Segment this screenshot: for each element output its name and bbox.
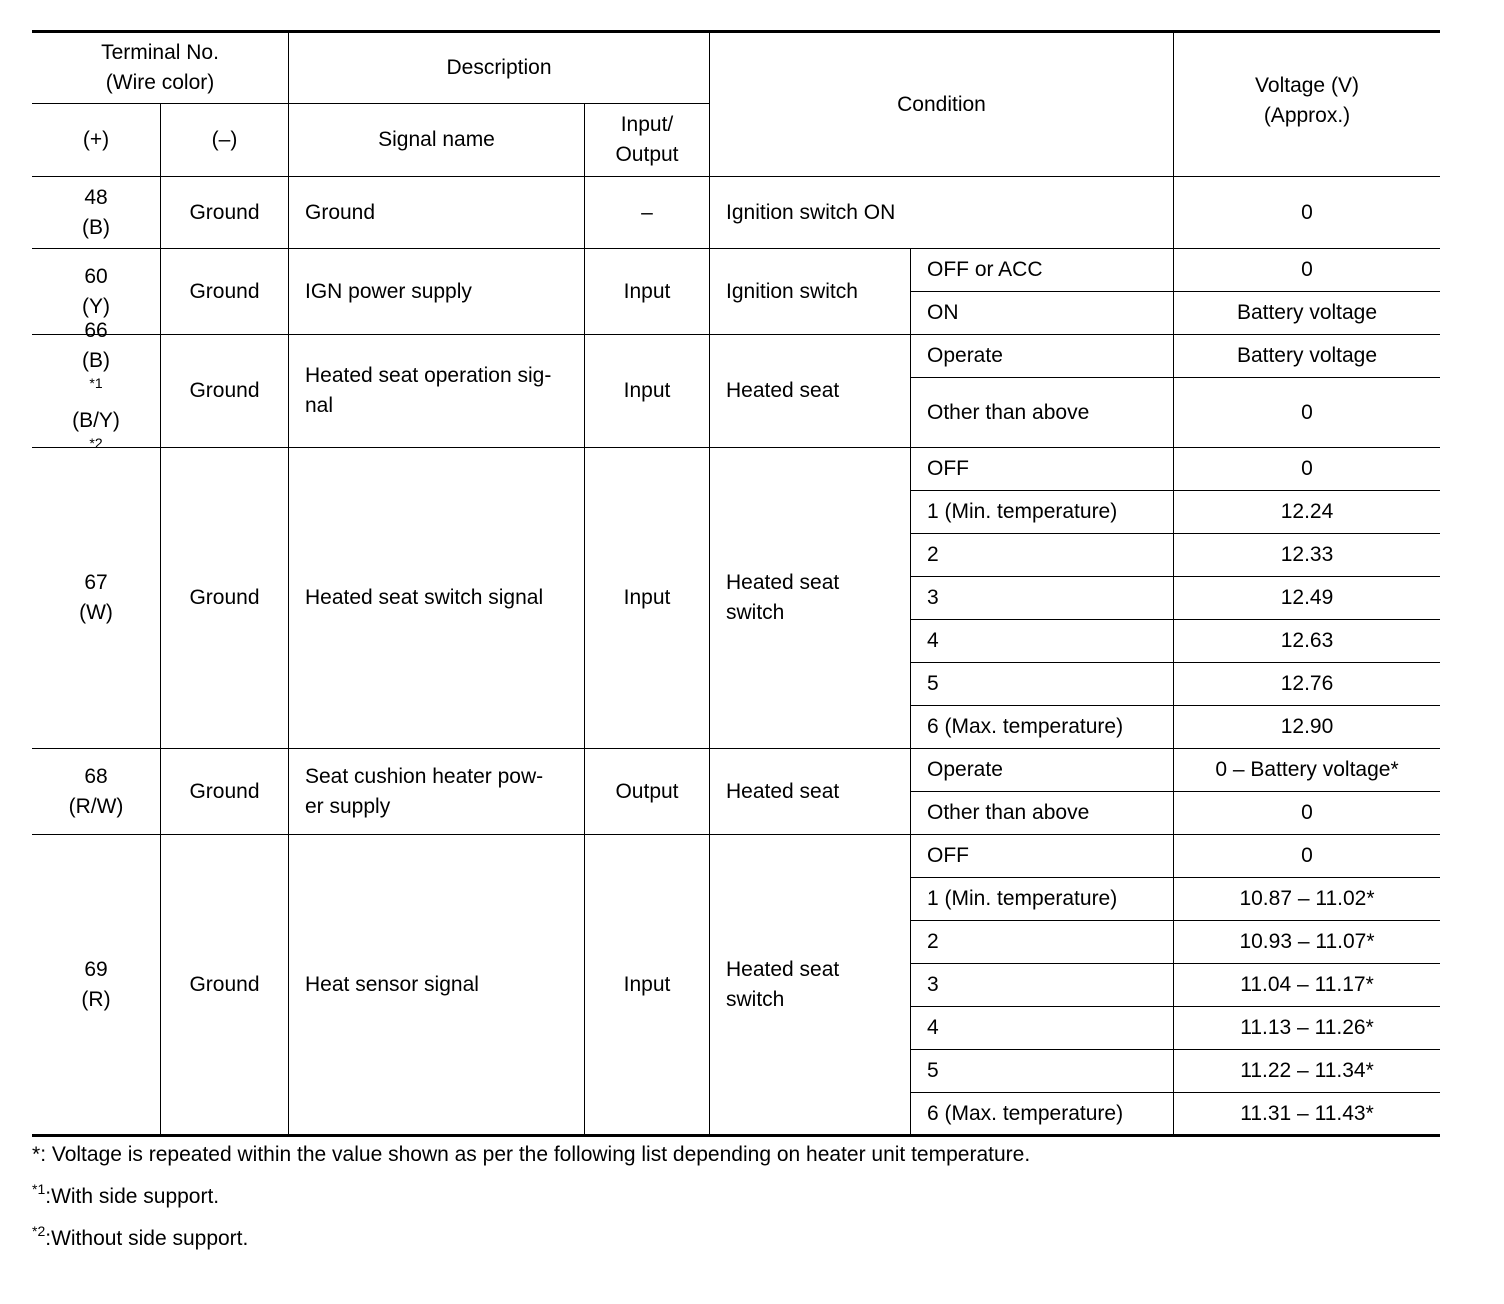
io-value: – [641,200,653,224]
row-67-io [585,448,709,748]
header-minus-label: (–) [211,128,238,151]
footnote-voltage-repeat [32,1141,1030,1169]
state-label: 3 [927,973,939,996]
state-label: 5 [927,1059,939,1082]
voltage-value: 10.93 – 11.07* [1239,930,1375,953]
row-69-terminal [32,835,160,1134]
row-68-terminal [32,749,160,834]
header-voltage-label: Voltage (V) [1255,74,1359,97]
signal-name: Heated seat switch signal [305,586,544,609]
voltage-value: 11.04 – 11.17* [1240,973,1374,996]
voltage-value: 12.33 [1280,543,1334,566]
voltage-cell [1174,620,1440,662]
header-condition-label: Condition [897,92,986,116]
wire-color: (Y) [82,294,110,318]
condition-line: switch [726,987,785,1011]
voltage-cell [1174,534,1440,576]
io-value: Input [623,586,671,609]
state-cell [911,921,1173,963]
voltage-value: 0 – Battery voltage* [1215,758,1399,781]
row-67-terminal [32,448,160,748]
row-48-signal [289,177,584,248]
row-66-condition [710,335,910,447]
voltage-cell [1174,921,1440,963]
signal-name-line: Heated seat operation sig- [305,364,552,387]
footnote-text: :With side support. [45,1185,220,1208]
state-cell [911,491,1173,533]
header-terminal-no [32,33,288,103]
state-label: Operate [927,758,1003,781]
voltage-value: Battery voltage [1236,344,1378,367]
signal-name-line: nal [305,394,334,417]
header-signal-name-label: Signal name [378,128,495,151]
header-io-label-1: Input/ [620,113,674,136]
footnote-mark: *2 [89,435,103,451]
table-bottom-border [32,1134,1440,1137]
state-cell [911,878,1173,920]
header-wire-color-label: (Wire color) [105,71,215,94]
state-label: 6 (Max. temperature) [927,715,1124,738]
voltage-value: Battery voltage [1236,301,1378,324]
state-label: 4 [927,1016,939,1039]
row-69-minus [161,835,288,1134]
state-cell [911,706,1173,748]
terminal-number: 60 [84,264,108,288]
voltage-value: 11.22 – 11.34* [1240,1059,1374,1082]
footnote-mark: * [32,1143,41,1166]
voltage-cell [1174,663,1440,705]
state-label: 2 [927,930,939,953]
io-value: Input [623,279,671,303]
state-cell [911,534,1173,576]
footnote-side-support [32,1183,219,1211]
row-68-io [585,749,709,834]
state-label: OFF [927,844,969,867]
row-67-minus [161,448,288,748]
state-label: 4 [927,629,939,652]
minus-terminal: Ground [189,379,260,402]
header-description-label: Description [446,56,552,79]
voltage-cell [1174,249,1440,291]
signal-name-line: er supply [305,794,391,818]
signal-name-line: Seat cushion heater pow- [305,764,544,788]
state-label: 1 (Min. temperature) [927,887,1118,910]
row-69-condition [710,835,910,1134]
row-60-io [585,249,709,334]
terminal-number: 69 [84,957,108,981]
condition-line: switch [726,601,785,624]
wire-color: (B) [82,215,110,239]
header-condition [710,33,1173,176]
voltage-cell [1174,878,1440,920]
state-cell [911,448,1173,490]
header-input-output [585,104,709,176]
voltage-cell [1174,964,1440,1006]
terminal-number: 68 [84,764,108,788]
footnote-text: : Voltage is repeated within the value shown as per the following list depending on heater unit temperature. [40,1143,1031,1166]
voltage-value: 0 [1301,258,1313,281]
state-cell [911,335,1173,377]
voltage-cell [1174,491,1440,533]
footnote-mark: *1 [89,375,103,391]
terminal-number: 67 [84,571,108,594]
header-description [289,33,709,103]
state-label: OFF or ACC [927,258,1043,281]
minus-terminal: Ground [189,586,260,609]
state-cell [911,792,1173,834]
footnote-mark: *2 [32,1223,46,1239]
state-label: 5 [927,672,939,695]
footnote-text: :Without side support. [45,1227,249,1250]
state-label: Other than above [927,400,1090,424]
state-cell [911,663,1173,705]
footnote-without-side-support [32,1225,248,1253]
voltage-value: 12.49 [1280,586,1334,609]
voltage-cell [1174,1050,1440,1092]
row-48-minus [161,177,288,248]
header-plus-label: (+) [82,128,110,151]
condition-text: Ignition switch [726,279,858,303]
header-io-label-2: Output [615,143,679,166]
row-66-io [585,335,709,447]
state-cell [911,577,1173,619]
voltage-cell [1174,448,1440,490]
row-69-io [585,835,709,1134]
header-minus [161,104,288,176]
voltage-cell [1174,577,1440,619]
row-67-condition [710,448,910,748]
voltage-value: 11.31 – 11.43* [1240,1101,1374,1125]
row-60-signal [289,249,584,334]
signal-name: IGN power supply [305,279,472,303]
state-label: OFF [927,457,969,480]
minus-terminal: Ground [189,279,260,303]
row-48-condition [710,177,1173,248]
voltage-value: 10.87 – 11.02* [1239,887,1375,910]
voltage-value: 12.76 [1280,672,1334,695]
minus-terminal: Ground [189,972,260,996]
row-66-terminal [32,319,160,451]
minus-terminal: Ground [189,779,260,803]
terminal-number: 66 [84,319,108,342]
state-cell [911,620,1173,662]
row-66-signal [289,335,584,447]
header-approx-label: (Approx.) [1263,104,1351,127]
state-label: 6 (Max. temperature) [927,1101,1124,1125]
state-cell [911,835,1173,877]
io-value: Input [623,379,671,402]
condition-line: Heated seat [726,957,840,981]
row-60-minus [161,249,288,334]
voltage-cell [1174,378,1440,447]
state-cell [911,749,1173,791]
voltage-value: 0 [1301,844,1313,867]
voltage-cell [1174,792,1440,834]
header-plus [32,104,160,176]
header-terminal-label: Terminal No. [101,41,219,64]
row-69-signal [289,835,584,1134]
condition-text: Heated seat [726,779,840,803]
state-label: 3 [927,586,939,609]
voltage-cell [1174,1093,1440,1134]
voltage-value: 11.13 – 11.26* [1240,1016,1374,1039]
row-66-minus [161,335,288,447]
voltage-cell [1174,335,1440,377]
signal-name: Heat sensor signal [305,972,479,996]
wire-color: (B/Y) [72,409,120,432]
state-cell [911,249,1173,291]
row-60-condition [710,249,910,334]
state-cell [911,1007,1173,1049]
row-68-minus [161,749,288,834]
state-cell [911,292,1173,334]
voltage-value: 0 [1301,801,1313,824]
voltage-cell [1174,835,1440,877]
io-value: Input [623,972,671,996]
state-label: 2 [927,543,939,566]
state-label: Operate [927,344,1003,367]
voltage-value: 12.90 [1280,715,1334,738]
voltage-value: 0 [1301,457,1313,480]
signal-name: Ground [305,200,376,224]
voltage-cell [1174,1007,1440,1049]
wire-color: (W) [79,601,113,624]
wire-color: (R) [81,987,111,1011]
state-cell [911,964,1173,1006]
voltage-value: 12.24 [1280,500,1334,523]
row-48-terminal [32,177,160,248]
state-label: Other than above [927,801,1090,824]
row-68-signal [289,749,584,834]
voltage-value: 0 [1301,400,1313,424]
voltage-value: 12.63 [1280,629,1334,652]
header-signal-name [289,104,584,176]
io-value: Output [615,779,679,803]
wire-color: (R/W) [68,794,124,818]
voltage-cell [1174,749,1440,791]
row-48-voltage [1174,177,1440,248]
row-48-io [585,177,709,248]
condition-line: Heated seat [726,571,840,594]
voltage-value: 0 [1301,200,1313,224]
footnote-mark: *1 [32,1181,46,1197]
state-label: 1 (Min. temperature) [927,500,1118,523]
state-cell [911,1093,1173,1134]
row-68-condition [710,749,910,834]
state-cell [911,378,1173,447]
state-cell [911,1050,1173,1092]
voltage-cell [1174,292,1440,334]
voltage-cell [1174,706,1440,748]
wire-color: (B) [82,349,110,372]
state-label: ON [927,301,959,324]
terminal-number: 48 [84,185,108,209]
condition-text: Heated seat [726,379,840,402]
condition-text: Ignition switch ON [726,200,896,224]
row-67-signal [289,448,584,748]
minus-terminal: Ground [189,200,260,224]
header-voltage [1174,33,1440,169]
wire-color-with-support [82,346,110,406]
